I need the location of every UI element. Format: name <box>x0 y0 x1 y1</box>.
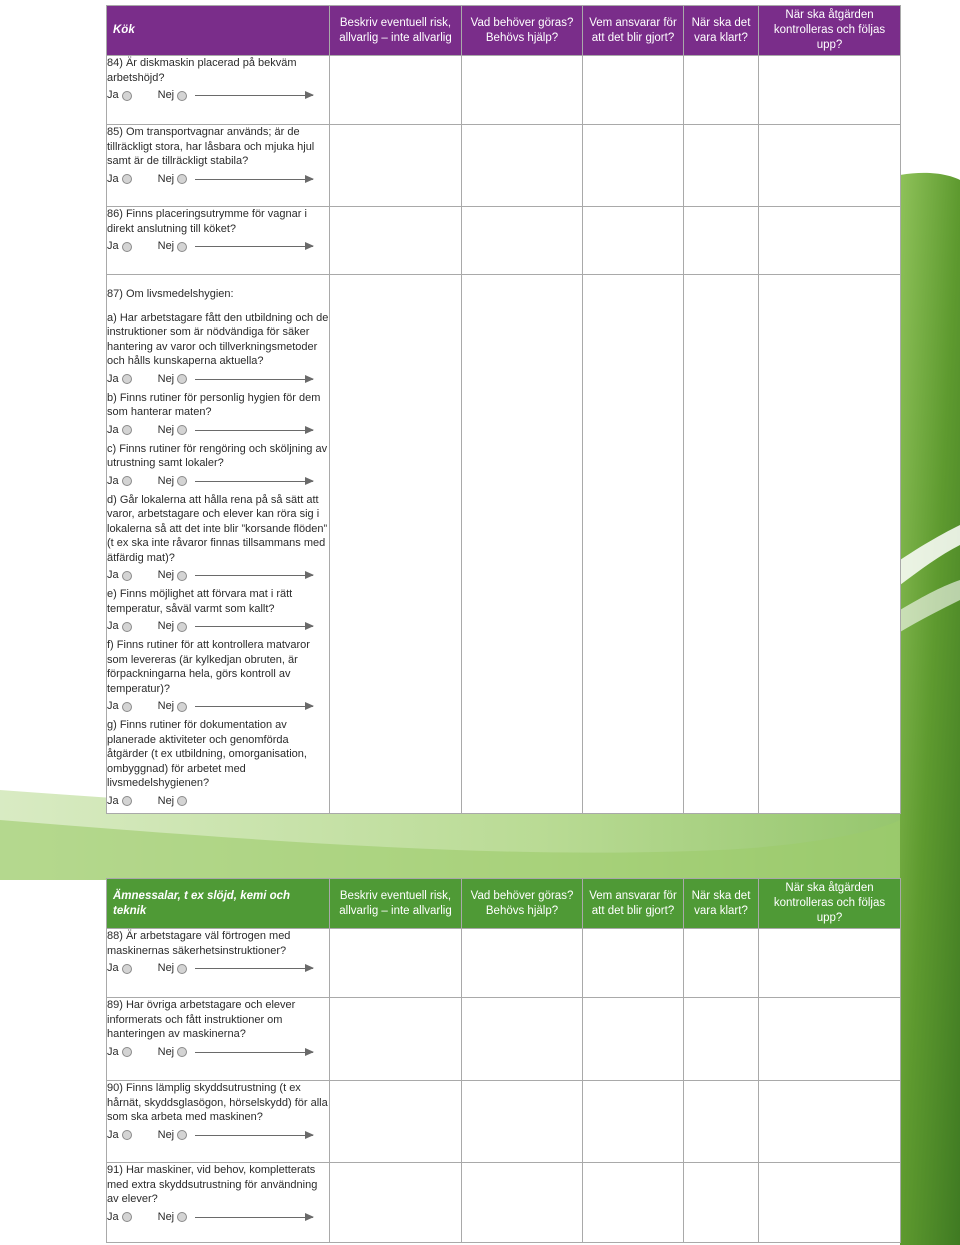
amnessalar-checklist <box>106 878 901 1243</box>
column-header-risk: Beskriv eventuell risk, allvarlig – inte allvarlig <box>330 879 462 929</box>
yes-label: Ja <box>107 240 119 253</box>
arrow-icon <box>195 626 313 627</box>
yes-radio[interactable] <box>122 622 132 632</box>
no-label: Nej <box>157 1128 175 1141</box>
deadline-cell[interactable] <box>684 998 759 1081</box>
arrow-icon <box>195 706 313 707</box>
answer-row <box>107 172 329 187</box>
action-cell[interactable] <box>462 1163 583 1243</box>
no-label: Nej <box>157 1045 175 1058</box>
kok-section-title: Kök <box>107 6 330 56</box>
question-text-87g: g) Finns rutiner för dokumentation av planerade aktiviteter och genomförda åtgärder (t ex utbildning, omorganisation, ombyggnad) för arbetet med livsmedelshygienen? <box>107 719 307 789</box>
responsible-cell[interactable] <box>583 1081 684 1163</box>
yes-radio[interactable] <box>122 91 132 101</box>
followup-cell[interactable] <box>759 56 901 125</box>
no-radio[interactable] <box>177 174 187 184</box>
table-row <box>107 1081 901 1163</box>
responsible-cell[interactable] <box>583 998 684 1081</box>
table-row <box>107 275 901 814</box>
question-text-87f: f) Finns rutiner för att kontrollera matvaror som levereras (är kylkedjan obruten, är förpackningarna hela, görs kontroll av temperatur)? <box>107 639 310 695</box>
responsible-cell[interactable] <box>583 56 684 125</box>
question-cell-91 <box>107 1163 330 1243</box>
responsible-cell[interactable] <box>583 1163 684 1243</box>
yes-label: Ja <box>107 1210 119 1223</box>
arrow-icon <box>195 179 313 180</box>
yes-label: Ja <box>107 423 119 436</box>
answer-row <box>107 1128 329 1143</box>
table-row <box>107 998 901 1081</box>
question-cell-88 <box>107 929 330 998</box>
question-text-87a: a) Har arbetstagare fått den utbildning och de instruktioner som är nödvändiga för säker hantering av varor och tillverkningsmetoder och hålls kunskaperna aktuella? <box>107 311 329 367</box>
arrow-icon <box>195 575 313 576</box>
question-cell-84 <box>107 56 330 125</box>
column-header-risk: Beskriv eventuell risk, allvarlig – inte allvarlig <box>330 6 462 56</box>
responsible-cell[interactable] <box>583 207 684 275</box>
no-radio[interactable] <box>177 964 187 974</box>
action-cell[interactable] <box>462 1081 583 1163</box>
yes-label: Ja <box>107 474 119 487</box>
answer-row <box>107 372 329 387</box>
arrow-icon <box>195 1052 313 1053</box>
table-row <box>107 1163 901 1243</box>
risk-cell[interactable] <box>330 56 462 125</box>
followup-cell[interactable] <box>759 207 901 275</box>
yes-radio[interactable] <box>122 571 132 581</box>
yes-radio[interactable] <box>122 964 132 974</box>
table-row <box>107 207 901 275</box>
risk-cell[interactable] <box>330 929 462 998</box>
action-cell[interactable] <box>462 207 583 275</box>
no-radio[interactable] <box>177 571 187 581</box>
action-cell[interactable] <box>462 125 583 207</box>
no-radio[interactable] <box>177 91 187 101</box>
answer-row <box>107 699 329 714</box>
yes-label: Ja <box>107 89 119 102</box>
question-text-87d: d) Går lokalerna att hålla rena på så sätt att varor, arbetstagare och elever kan röra sig i lokalerna så att det inte blir ”korsande flöden” (t ex ska inte råvaror finnas tillsammans med ätfärdig mat)? <box>107 493 328 564</box>
yes-radio[interactable] <box>122 702 132 712</box>
no-label: Nej <box>157 240 175 253</box>
answer-row <box>107 88 329 103</box>
question-cell-87 <box>107 275 330 814</box>
yes-label: Ja <box>107 372 119 385</box>
column-header-responsible: Vem ansvarar för att det blir gjort? <box>583 879 684 929</box>
arrow-icon <box>195 246 313 247</box>
no-radio[interactable] <box>177 796 187 806</box>
kok-checklist <box>106 5 901 814</box>
question-text: 86) Finns placeringsutrymme för vagnar i direkt anslutning till köket? <box>107 208 307 235</box>
no-label: Nej <box>157 423 175 436</box>
table-row <box>107 125 901 207</box>
yes-label: Ja <box>107 569 119 582</box>
arrow-icon <box>195 95 313 96</box>
no-label: Nej <box>157 569 175 582</box>
question-intro: 87) Om livsmedelshygien: <box>107 288 234 300</box>
question-text: 84) Är diskmaskin placerad på bekväm arbetshöjd? <box>107 57 297 84</box>
no-label: Nej <box>157 962 175 975</box>
deadline-cell[interactable] <box>684 125 759 207</box>
yes-label: Ja <box>107 620 119 633</box>
arrow-icon <box>195 1217 313 1218</box>
answer-row <box>107 474 329 489</box>
question-cell-86 <box>107 207 330 275</box>
column-header-action: Vad behöver göras? Behövs hjälp? <box>462 6 583 56</box>
deadline-cell[interactable] <box>684 207 759 275</box>
deadline-cell[interactable] <box>684 275 759 814</box>
answer-row <box>107 239 329 254</box>
risk-cell[interactable] <box>330 125 462 207</box>
no-radio[interactable] <box>177 1047 187 1057</box>
arrow-icon <box>195 379 313 380</box>
risk-cell[interactable] <box>330 275 462 814</box>
yes-label: Ja <box>107 1128 119 1141</box>
question-cell-85 <box>107 125 330 207</box>
answer-row <box>107 794 329 809</box>
yes-radio[interactable] <box>122 1047 132 1057</box>
no-label: Nej <box>157 620 175 633</box>
no-radio[interactable] <box>177 476 187 486</box>
question-text-87b: b) Finns rutiner för personlig hygien för dem som hanterar maten? <box>107 391 321 418</box>
followup-cell[interactable] <box>759 929 901 998</box>
column-header-followup: När ska åtgärden kontrolleras och följas upp? <box>759 879 901 929</box>
no-label: Nej <box>157 172 175 185</box>
followup-cell[interactable] <box>759 998 901 1081</box>
no-label: Nej <box>157 372 175 385</box>
no-radio[interactable] <box>177 242 187 252</box>
risk-cell[interactable] <box>330 1163 462 1243</box>
answer-row <box>107 619 329 634</box>
action-cell[interactable] <box>462 56 583 125</box>
question-text: 90) Finns lämplig skyddsutrustning (t ex hårnät, skyddsglasögon, hörselskydd) för alla som ska arbeta med maskinen? <box>107 1082 328 1123</box>
question-cell-89 <box>107 998 330 1081</box>
no-label: Nej <box>157 1210 175 1223</box>
yes-label: Ja <box>107 700 119 713</box>
deadline-cell[interactable] <box>684 1163 759 1243</box>
question-text: 88) Är arbetstagare väl förtrogen med maskinernas säkerhetsinstruktioner? <box>107 930 291 957</box>
column-header-action: Vad behöver göras? Behövs hjälp? <box>462 879 583 929</box>
question-text-87e: e) Finns möjlighet att förvara mat i rätt temperatur, såväl varmt som kallt? <box>107 588 293 615</box>
yes-label: Ja <box>107 1045 119 1058</box>
answer-row <box>107 1210 329 1225</box>
question-text-87c: c) Finns rutiner för rengöring och sköljning av utrustning samt lokaler? <box>107 442 328 469</box>
column-header-responsible: Vem ansvarar för att det blir gjort? <box>583 6 684 56</box>
no-label: Nej <box>157 700 175 713</box>
question-text: 89) Har övriga arbetstagare och elever informerats och fått instruktioner om hanteringen av maskinerna? <box>107 999 296 1040</box>
yes-radio[interactable] <box>122 425 132 435</box>
column-header-deadline: När ska det vara klart? <box>684 879 759 929</box>
answer-row <box>107 961 329 976</box>
responsible-cell[interactable] <box>583 929 684 998</box>
table-row <box>107 929 901 998</box>
no-radio[interactable] <box>177 622 187 632</box>
deadline-cell[interactable] <box>684 56 759 125</box>
deadline-cell[interactable] <box>684 1081 759 1163</box>
yes-radio[interactable] <box>122 1212 132 1222</box>
yes-radio[interactable] <box>122 476 132 486</box>
action-cell[interactable] <box>462 998 583 1081</box>
responsible-cell[interactable] <box>583 275 684 814</box>
question-text: 85) Om transportvagnar används; är de tillräckligt stora, har låsbara och mjuka hjul samt är de tillräckligt stabila? <box>107 126 315 167</box>
column-header-followup: När ska åtgärden kontrolleras och följas upp? <box>759 6 901 56</box>
yes-radio[interactable] <box>122 796 132 806</box>
deadline-cell[interactable] <box>684 929 759 998</box>
followup-cell[interactable] <box>759 275 901 814</box>
arrow-icon <box>195 1135 313 1136</box>
risk-cell[interactable] <box>330 998 462 1081</box>
kok-header-row <box>107 6 901 56</box>
answer-row <box>107 568 329 583</box>
arrow-icon <box>195 968 313 969</box>
no-radio[interactable] <box>177 374 187 384</box>
arrow-icon <box>195 481 313 482</box>
no-radio[interactable] <box>177 1130 187 1140</box>
no-label: Nej <box>157 794 175 807</box>
yes-label: Ja <box>107 794 119 807</box>
yes-radio[interactable] <box>122 242 132 252</box>
arrow-icon <box>195 430 313 431</box>
responsible-cell[interactable] <box>583 125 684 207</box>
action-cell[interactable] <box>462 275 583 814</box>
yes-label: Ja <box>107 962 119 975</box>
no-radio[interactable] <box>177 1212 187 1222</box>
question-text: 91) Har maskiner, vid behov, kompletterats med extra skyddsutrustning för användning av elever? <box>107 1164 318 1205</box>
no-label: Nej <box>157 474 175 487</box>
question-cell-90 <box>107 1081 330 1163</box>
no-radio[interactable] <box>177 425 187 435</box>
table-row <box>107 56 901 125</box>
followup-cell[interactable] <box>759 125 901 207</box>
yes-radio[interactable] <box>122 174 132 184</box>
no-radio[interactable] <box>177 702 187 712</box>
risk-cell[interactable] <box>330 207 462 275</box>
followup-cell[interactable] <box>759 1163 901 1243</box>
amnessalar-header-row <box>107 879 901 929</box>
column-header-deadline: När ska det vara klart? <box>684 6 759 56</box>
yes-radio[interactable] <box>122 1130 132 1140</box>
amnessalar-section-title: Ämnessalar, t ex slöjd, kemi och teknik <box>107 879 330 929</box>
yes-label: Ja <box>107 172 119 185</box>
answer-row <box>107 423 329 438</box>
no-label: Nej <box>157 89 175 102</box>
risk-cell[interactable] <box>330 1081 462 1163</box>
action-cell[interactable] <box>462 929 583 998</box>
followup-cell[interactable] <box>759 1081 901 1163</box>
answer-row <box>107 1045 329 1060</box>
yes-radio[interactable] <box>122 374 132 384</box>
